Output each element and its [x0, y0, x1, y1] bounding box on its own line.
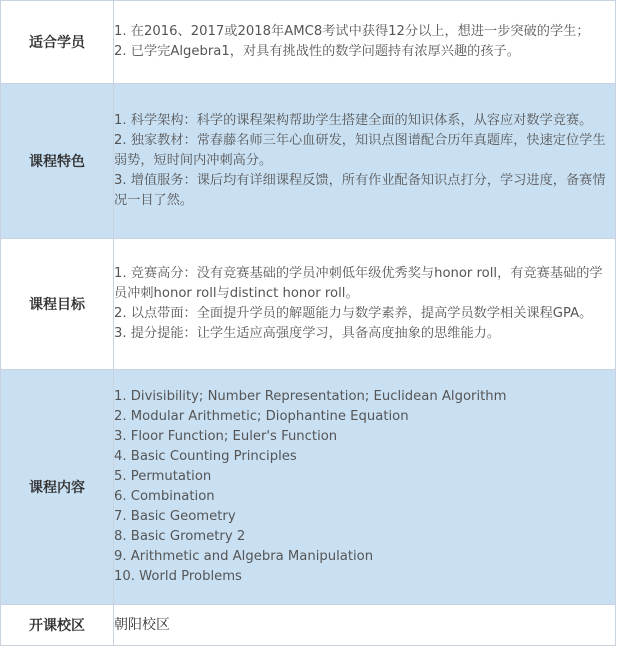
- list-item: 2. 独家教材：常春藤名师三年心血研发，知识点图谱配合历年真题库，快速定位学生弱势，短时间内冲刺高分。: [114, 133, 606, 168]
- list-item: 2. 以点带面：全面提升学员的解题能力与数学素养，提高学员数学相关课程GPA。: [114, 306, 593, 321]
- row-label-goals: 课程目标: [1, 239, 114, 370]
- table-row: [1, 605, 616, 646]
- table-row: [1, 239, 616, 370]
- table-row: [1, 1, 616, 84]
- list-item: 1. 在2016、2017或2018年AMC8考试中获得12分以上，想进一步突破的学生；: [114, 24, 590, 39]
- row-content-target-students: [114, 1, 616, 84]
- list-item: 3. Floor Function; Euler's Function: [114, 429, 338, 444]
- list-item: 1. 竞赛高分：没有竞赛基础的学员冲刺低年级优秀奖与honor roll，有竞赛基础的学员冲刺honor roll与distinct honor roll。: [114, 266, 603, 301]
- row-label-target-students: 适合学员: [1, 1, 114, 84]
- list-item: 3. 提分提能：让学生适应高强度学习，具备高度抽象的思维能力。: [114, 326, 501, 341]
- row-label-features: 课程特色: [1, 84, 114, 239]
- row-content-goals: [114, 239, 616, 370]
- list-item: 1. 科学架构：科学的课程架构帮助学生搭建全面的知识体系，从容应对数学竞赛。: [114, 113, 593, 128]
- table-row: [1, 370, 616, 605]
- list-item: 3. 增值服务：课后均有详细课程反馈，所有作业配备知识点打分，学习进度，备赛情况一目了然。: [114, 173, 606, 208]
- list-item: 5. Permutation: [114, 469, 212, 484]
- row-label-content: 课程内容: [1, 370, 114, 605]
- list-item: 2. Modular Arithmetic; Diophantine Equation: [114, 409, 409, 424]
- row-content-campus: 朝阳校区: [114, 605, 616, 646]
- table-row: [1, 84, 616, 239]
- list-item: 1. Divisibility; Number Representation; Euclidean Algorithm: [114, 389, 507, 404]
- row-content-topics: [114, 370, 616, 605]
- row-label-campus: 开课校区: [1, 605, 114, 646]
- row-content-features: [114, 84, 616, 239]
- list-item: 4. Basic Counting Principles: [114, 449, 297, 464]
- list-item: 7. Basic Geometry: [114, 509, 236, 524]
- list-item: 9. Arithmetic and Algebra Manipulation: [114, 549, 374, 564]
- list-item: 6. Combination: [114, 489, 215, 504]
- list-item: 10. World Problems: [114, 569, 242, 584]
- list-item: 2. 已学完Algebra1，对具有挑战性的数学问题持有浓厚兴趣的孩子。: [114, 44, 520, 59]
- list-item: 8. Basic Grometry 2: [114, 529, 246, 544]
